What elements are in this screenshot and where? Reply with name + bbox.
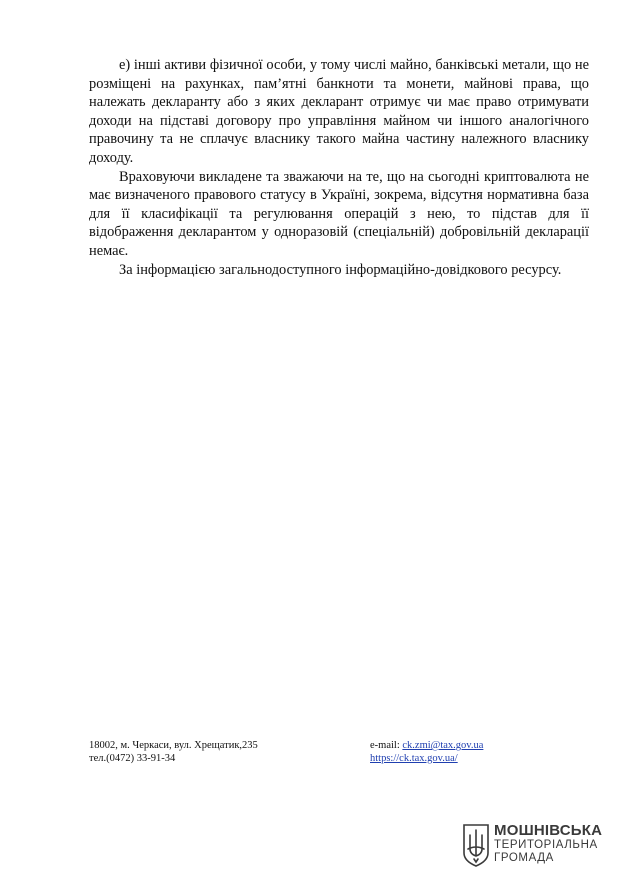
footer-phone: тел.(0472) 33-91-34 (89, 753, 176, 764)
footer-address: 18002, м. Черкаси, вул. Хрещатик,235 (89, 740, 258, 751)
footer-email-row (370, 739, 483, 752)
footer-contacts (89, 739, 258, 765)
logo-subtitle: ТЕРИТОРІАЛЬНА (494, 839, 598, 851)
logo-text (494, 823, 602, 865)
logo-subtitle-2: ГРОМАДА (494, 852, 554, 864)
community-logo (461, 823, 606, 869)
document-body (89, 56, 589, 279)
footer-email-link[interactable]: ck.zmi@tax.gov.ua (402, 740, 484, 751)
paragraph-source: За інформацією загальнодоступного інформаційно-довідкового ресурсу. (119, 261, 562, 278)
trident-coat-of-arms-icon (461, 823, 491, 867)
footer-online (370, 739, 483, 765)
footer-website-row (370, 752, 483, 765)
paragraph-assets: е) інші активи фізичної особи, у тому числі майно, банківські метали, що не розміщені на рахунках, пам’ятні банкноти та монети, майнові права, що належать декларанту або з яких декларант отримує чи має право отримувати доходи на підставі договору про управління майном чи іншого аналогічного правочину та не сплачує власнику такого майна частину належного власнику доходу. (89, 57, 589, 166)
logo-title: МОШНІВСЬКА (494, 822, 603, 839)
footer-email-label: e-mail: (370, 740, 400, 751)
paragraph-crypto-status: Враховуючи викладене та зважаючи на те, що на сьогодні криптовалюта не має визначеного правового статусу в Україні, зокрема, відсутня нормативна база для її класифікації та регулювання операцій з нею, то підстав для її відображення декларантом у одноразовій (спеціальній) добровільній декларації немає. (89, 168, 589, 259)
footer-website-link[interactable]: https://ck.tax.gov.ua/ (370, 753, 458, 764)
